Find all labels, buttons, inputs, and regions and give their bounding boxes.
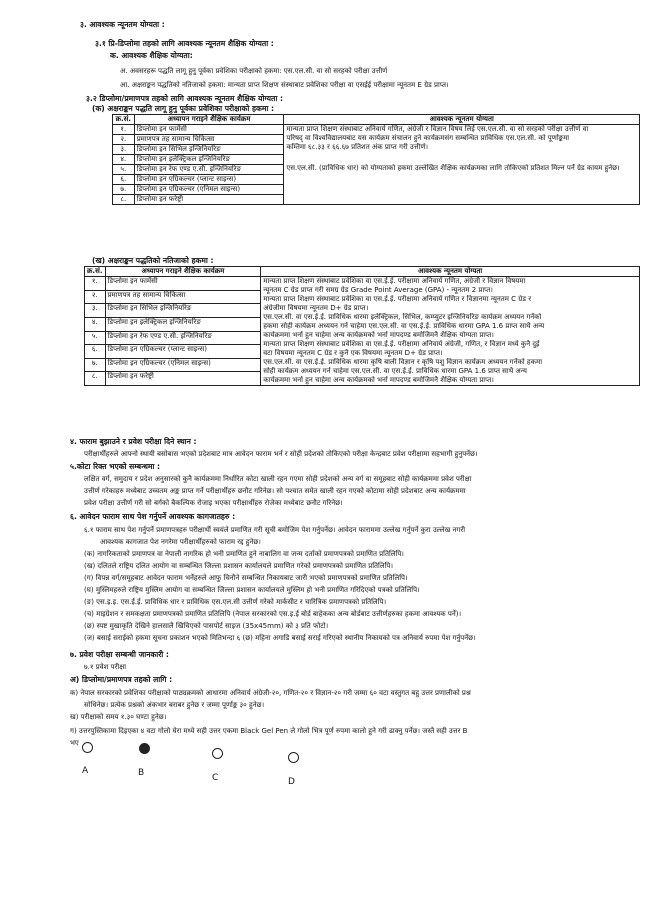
document-list-item: (क) नागरिकताको प्रमाणपत्र वा नेपाली नागरिक हो भनी प्रमाणित हुने नाबालिग वा जन्म दर्ताको प्रमाणपत्रको प्रमाणित प्रतिलिपि। <box>84 550 404 558</box>
choice-label-b: B <box>138 768 145 778</box>
qualification-text: सोही कार्यक्रम अध्ययन गर्न चाहेमा एस.एल.सी. वा एस.ई.ई. प्राविधिक धारमा GPA 1.6 प्राप्त साथै अन्य <box>263 367 527 375</box>
program-name: डिप्लोमा इन फरेष्ट्री <box>134 195 284 205</box>
qualification-text: एस.एल.सी. वा एस.ई.ई. प्राविधिक धारमा कृषि बाली विज्ञान र कृषि पशु विज्ञान कार्यक्रम अध्ययन गर्नेको हकमा <box>263 358 543 366</box>
document-list-item: (ग) विपन्न वर्ग/समूहबाट आवेदन फाराम भर्नेहरुले आफु चिनौने सम्बन्धित निकायबाट जारी भएको प्रमाणपत्रको प्रमाणित प्रतिलिपि। <box>84 574 408 582</box>
choice-label-c: C <box>212 773 219 783</box>
empty-bubble-icon <box>82 742 93 753</box>
table-b-qualification <box>261 277 640 386</box>
document-list-item: (ख) दलितले राष्ट्रिय दलित आयोग वा सम्बन्धित जिल्ला प्रशासन कार्यालयले प्रमाणित गरेको प्रमाणपत्रको प्रमाणित प्रतिलिपि। <box>84 562 394 570</box>
program-name: प्रमाणपत्र तह सामान्य चिकित्सा <box>105 290 261 304</box>
program-name: डिप्लोमा इन एग्रिकल्चर (प्लान्ट साइन्स) <box>105 345 261 359</box>
empty-bubble-icon <box>288 752 299 763</box>
row-number: ८. <box>85 372 106 386</box>
program-name: डिप्लोमा इन रेफ एण्ड ए.सी. इन्जिनियरिङ <box>105 331 261 345</box>
row-number: १. <box>113 125 135 135</box>
exam-info-text: भए <box>70 739 79 747</box>
qualification-text: मान्यता प्राप्त शिक्षण संस्थाबाट प्रवेशिका वा एस.ई.ई. परीक्षामा अनिवार्य गणित र विज्ञानमा न्यूनतम C ग्रेड र <box>263 295 532 303</box>
section-5-text: लक्षित वर्ग, समुदाय र प्रदेश अनुसारको कुनै कार्यक्रममा निर्धारित कोटा खाली रहन गएमा सोही प्रदेशको अन्य वर्ग वा समूहबाट सोही कार्यक्रममा प्रवेश परीक्षा <box>84 475 472 483</box>
row-number: १. <box>85 277 106 291</box>
row-number: ७. <box>113 185 135 195</box>
section-7-1-label: ७.१ प्रवेश परीक्षा <box>84 663 127 671</box>
table-a-header: क्र.सं. <box>113 115 135 125</box>
table-a-qualification <box>284 125 640 205</box>
program-name: डिप्लोमा इन एग्रिकल्चर (प्लान्ट साइन्स) <box>134 175 284 185</box>
section-4-text: परीक्षार्थीहरुले आफ्नो स्थायी बसोबास भएको प्रदेशबाट मात्र आवेदन फाराम भर्न र सोही प्रदेशको तोकिएको परीक्षा केन्द्रबाट प्रवेश परीक्षामा सहभागी हुनुपर्नेछ। <box>84 450 478 458</box>
exam-info-text: सोधिनेछ। प्रत्येक प्रश्नको अंकभार बराबर हुनेछ र जम्मा पूर्णाङ्क ३० हुनेछ। <box>84 701 265 709</box>
program-name: डिप्लोमा इन फार्मेसी <box>105 277 261 291</box>
qualification-text: मान्यता प्राप्त शिक्षण संस्थाबाट प्रवेशिका वा एस.ई.ई. परीक्षामा अनिवार्य अंग्रेजी, गणित, र विज्ञान मध्ये कुनै दुई <box>263 340 540 348</box>
table-a <box>112 114 640 205</box>
qualification-text: मान्यता प्राप्त शिक्षण संस्थाबाट अनिवार्य गणित, अंग्रेजी र विज्ञान विषय लिई एस.एल.सी. वा सो सरहको परीक्षा उत्तीर्ण वा <box>286 125 589 133</box>
program-name: डिप्लोमा इन एग्रिकल्चर (एनिमल साइन्स) <box>105 358 261 372</box>
table-b <box>84 266 640 386</box>
program-name: डिप्लोमा इन फरेष्ट्री <box>105 372 261 386</box>
qualification-text: परिषद् वा विश्वविद्यालयबाट यस कार्यक्रम संचालन हुने कार्यक्रमसंग सम्बन्धित प्राविधिक एस.एल.सी. को पूर्णाङ्कमा <box>286 134 570 142</box>
section-4-title: ४. फाराम बुझाउने र प्रवेश परीक्षा दिने स्थान : <box>70 437 197 446</box>
table-b-caption: (ख) अक्षराङ्कन पद्धतिको नतिजाको हकमा : <box>92 256 214 265</box>
table-a-caption: (क) अक्षराङ्कन पद्धति लागू हुनु पूर्वका प्रवेशिका परीक्षाको हकमा : <box>92 104 275 113</box>
filled-bubble-icon <box>139 743 150 754</box>
table-b-header: आवश्यक न्यूनतम योग्यता <box>261 267 640 277</box>
row-number: ५. <box>85 331 106 345</box>
row-number: २. <box>113 135 135 145</box>
document-list-item: (घ) मुस्लिमहरुले राष्ट्रिय मुस्लिम आयोग वा सम्बन्धित जिल्ला प्रशासन कार्यालयले मुस्लिम हो भनी प्रमाणित गरिदिएको पत्रको प्रतिलिपि। <box>84 586 420 594</box>
choice-label-d: D <box>288 777 295 787</box>
qualification-text: मान्यता प्राप्त शिक्षण संस्थाबाट प्रवेशिका वा एस.ई.ई. परीक्षामा अनिवार्य गणित, अंग्रेजी र विज्ञान विषयमा <box>263 277 526 285</box>
program-name: डिप्लोमा इन सिभिल इन्जिनियरिङ <box>134 145 284 155</box>
program-name: प्रमाणपत्र तह सामान्य चिकित्सा <box>134 135 284 145</box>
row-number: ४. <box>85 317 106 331</box>
table-b-header: अध्यापन गराइने शैक्षिक कार्यक्रम <box>105 267 261 277</box>
row-number: ५. <box>113 165 135 175</box>
row-number: ३. <box>85 304 106 318</box>
qualification-text: वटा विषयमा न्यूनतम C ग्रेड र कुनै एक विषयमा न्यूनतम D+ ग्रेड प्राप्त। <box>263 349 443 357</box>
program-name: डिप्लोमा इन फार्मेसी <box>134 125 284 135</box>
required-qualification-label: क. आवश्यक शैक्षिक योग्यता: <box>110 51 193 60</box>
program-name: डिप्लोमा इन रेफ एण्ड ए.सी. इन्जिनियरिङ <box>134 165 284 175</box>
qualification-text: एस.एल.सी. वा एस.ई.ई. प्राविधिक धारमा इलेक्ट्रिकल, सिभिल, कम्प्युटर इन्जिनियरिङ कार्यक्रम अध्ययन गर्नेको <box>263 313 542 321</box>
qualification-text: अंग्रेजीमा विषयमा न्यूनतम D+ ग्रेड प्राप्त। <box>263 304 369 312</box>
table-row <box>113 125 640 135</box>
diploma-exam-title: अ) डिप्लोमा/प्रमाणपत्र तहको लागि : <box>70 675 173 684</box>
section-6-intro: आवश्यक कागजात पेश नगरेमा परीक्षार्थीहरुको फाराम रद्द हुनेछ। <box>100 538 261 546</box>
program-name: डिप्लोमा इन एग्रिकल्चर (एनिमल साइन्स) <box>134 185 284 195</box>
qualification-text: कार्यक्रममा भर्ना हुन चाहेमा अन्य कार्यक्रमको भर्ना मापदण्ड बमोजिमनै शैक्षिक योग्यता प्राप्त। <box>263 331 494 339</box>
row-number: ३. <box>113 145 135 155</box>
section-6-intro: ६.१ फाराम साथ पेश गर्नुपर्ने प्रमाणपत्रहरु परीक्षार्थी स्वयंले प्रमाणित गरी सूची बमोजिम पेश गर्नुपर्नेछ। आवेदन फाराममा उल्लेख गर्नुपर्ने कुरा उल्लेख नगरी <box>84 526 466 534</box>
empty-bubble-icon <box>212 748 223 759</box>
program-name: डिप्लोमा इन सिभिल इन्जिनियरिङ <box>105 304 261 318</box>
qualification-text: एस.एल.सी. (प्राविधिक धार) को योग्यताको हकमा उल्लेखित शैक्षिक कार्यक्रमका लागि तोकिएको प्रतिशत मिल्न पर्ने ग्रेड कायम हुनेछ। <box>286 164 620 172</box>
table-a-header: अध्यापन गराइने शैक्षिक कार्यक्रम <box>134 115 284 125</box>
document-list-item: (ङ) एस.इ.इ. एस.ई.ई. प्राविधिक धार र प्राविधिक एस.एल.सी उत्तीर्ण गरेको मार्कसीट र चारित्रिक प्रमाणपत्रको प्रतिलिपि। <box>84 598 387 606</box>
row-number: ६. <box>113 175 135 185</box>
section-5-text: उत्तीर्ण गरेकाहरु मध्येबाट उच्चतम अङ्क प्राप्त गर्ने परीक्षार्थीहरु छनौट गरिनेछ। सो पश्चात समेत खाली रहन गएको कोटामा सोही प्रदेशबाट अन्य कार्यक्रममा <box>84 487 466 495</box>
section-6-title: ६. आवेदन फाराम साथ पेश गर्नुपर्ने आवश्यक कागजातहरु : <box>70 512 236 521</box>
qualification-aa: आ. अक्षराङ्कन पद्धतिको नतिजाको हकमा: मान्यता प्राप्त शिक्षण संस्थाबाट प्रवेशिका परीक्षा वा एसईई परीक्षामा न्यूनतम E ग्रेड प्राप्त। <box>120 81 449 89</box>
exam-info-text: क) नेपाल सरकारको प्रवेशिका परीक्षाको पाठ्यक्रमको आधारमा अनिवार्य अंग्रेजी-२०, गणित-२० र विज्ञान-२० गरी जम्मा ६० वटा वस्तुगत बहु उत्तर प्रणालीको प्रश्न <box>70 689 471 697</box>
qualification-a: अ. अवसरहरू पद्धति लागू हुनु पूर्वका प्रवेशिका परीक्षाको हकमा: एस.एल.सी. वा सो सरहको परीक्षा उत्तीर्ण <box>120 67 388 75</box>
qualification-text: न्यूनतम C ग्रेड प्राप्त गरी समग्र ग्रेड Grade Point Average (GPA) - न्यूनतम 2 प्राप्त। <box>263 286 493 294</box>
document-list-item: (च) माइग्रेशन र समकक्षता प्रमाणपत्रको प्रमाणित प्रतिलिपि (नेपाल सरकारको एस.इ.ई बोर्ड बाहेकका अन्य बोर्डबाट उत्तीर्णहरुका हकमा आवश्यक पर्ने)। <box>84 610 462 618</box>
section-5-title: ५.कोटा रिक्त भएको सम्बन्धमा : <box>70 462 161 471</box>
qualification-text: हकमा सोही कार्यक्रम अध्ययन गर्न चाहेमा एस.एल.सी. वा एस.ई.ई. प्राविधिक धारमा GPA 1.6 प्राप्त साथै अन्य <box>263 322 545 330</box>
section-5-text: प्रवेश परीक्षा उत्तीर्ण गरी सो बर्गको बैकल्पिक रोजाइ भएका परीक्षार्थीहरु रोजेका मध्येबाट छनौट गरिनेछ। <box>84 499 343 507</box>
section-7-title: ७. प्रवेश परीक्षा सम्बन्धी जानकारी : <box>70 650 169 659</box>
exam-duration-text: ख) परीक्षाको समय १.३० घण्टा हुनेछ। <box>70 713 167 721</box>
row-number: ६. <box>85 345 106 359</box>
section-3-title: ३. आवश्यक न्यूनतम योग्यता : <box>80 20 165 29</box>
table-a-header-row <box>113 115 640 125</box>
choice-label-a: A <box>82 766 89 776</box>
qualification-text: कार्यक्रममा भर्ना हुन चाहेमा अन्य कार्यक्रमको भर्ना मापदण्ड बमोजिमनै शैक्षिक योग्यता प्राप्त। <box>263 376 494 384</box>
table-b-header-row <box>85 267 640 277</box>
row-number: ७. <box>85 358 106 372</box>
table-a-header: आवश्यक न्यूनतम योग्यता <box>284 115 640 125</box>
program-name: डिप्लोमा इन इलेक्ट्रिकल इन्जिनियरिङ <box>105 317 261 331</box>
program-name: डिप्लोमा इन इलेक्ट्रिकल इन्जिनियरिङ <box>134 155 284 165</box>
row-number: २. <box>85 290 106 304</box>
exam-info-text: ग) उत्तरपुस्तिकामा दिइएका ४ वटा गोलो घेरा मध्ये सही उत्तर एकमा Black Gel Pen ले गोलो भित्र पूर्ण रुपमा कालो हुने गरी ढाक्नु पर्नेछ। जस्तै सही उत्तर B <box>70 727 468 735</box>
qualification-text: कम्तिमा ६८.३३ र ६६.६७ प्रतिशत अंक प्राप्त गरी उत्तीर्ण। <box>286 143 429 151</box>
table-b-header: क्र.सं. <box>85 267 106 277</box>
row-number: ४. <box>113 155 135 165</box>
row-number: ८. <box>113 195 135 205</box>
document-list-item: (छ) स्पष्ट मुखाकृति देखिने हालसालै खिचिएको पासपोर्ट साइज (35x45mm) को ३ प्रति फोटो। <box>84 622 329 630</box>
table-row <box>85 277 640 291</box>
document-list-item: (ज) बसाई सराईको हकमा सूचना प्रकाशन भएको मितिभन्दा ६ (छ) महिना अगाडि बसाई सराई गरिएको स्थानीय निकायको पत्र अनिवार्य रुपमा पेश गर्नुपर्नेछ। <box>84 634 476 642</box>
section-3-2-title: ३.२ डिप्लोमा/प्रमाणपत्र तहको लागि आवश्यक न्यूनतम शैक्षिक योग्यता : <box>86 94 283 103</box>
section-3-1-title: ३.१ प्रि-डिप्लोमा तहको लागि आवश्यक न्यूनतम शैक्षिक योग्यता : <box>95 39 274 48</box>
